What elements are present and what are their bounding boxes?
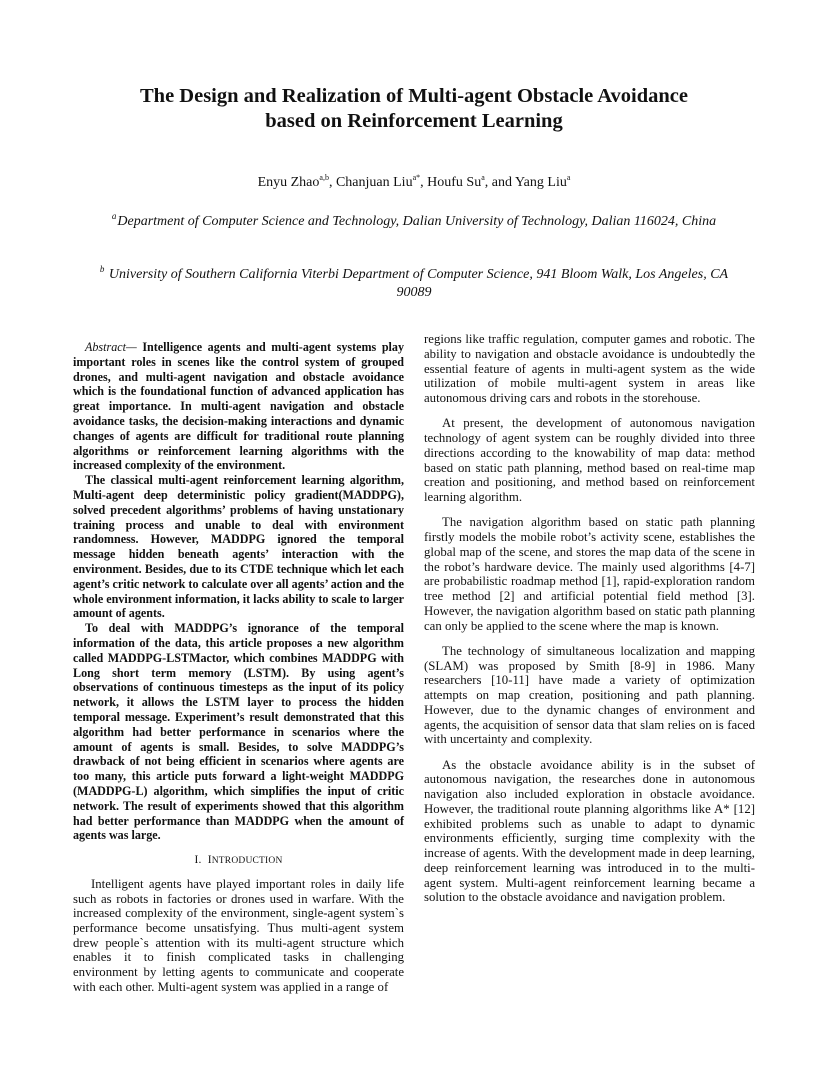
author-name: Yang Liu xyxy=(514,175,567,190)
abstract-paragraph-1 xyxy=(73,340,404,473)
abstract-text-1: Intelligence agents and multi-agent systems play important roles in scenes like the control system of grouped drones, and multi-agent navigation and obstacle avoidance which is the foundational function of advanced application has great importance. In multi-agent navigation and obstacle avoidance tasks, the decision-making interactions and dynamic changes of agents are difficult for traditional route planning algorithms or reinforcement learning algorithms with the increased complexity of the environment. xyxy=(73,340,404,473)
intro-body-left xyxy=(73,877,404,995)
body-paragraph: At present, the development of autonomous navigation technology of agent system can be roughly divided into three directions according to the knowability of map data: method based on static path planning, method based on real-time map creation and positioning, and method based on reinforcement learning algorithm. xyxy=(424,416,755,504)
right-column xyxy=(424,332,755,916)
affiliation-a xyxy=(90,213,738,231)
author-affiliation-mark: a,b xyxy=(319,173,329,182)
paper-title xyxy=(60,84,768,134)
author-affiliation-mark: a xyxy=(481,173,485,182)
section-number: I. xyxy=(194,854,202,867)
body-paragraph: regions like traffic regulation, computer games and robotic. The ability to navigation and obstacle avoidance is undoubtedly the essential feature of agents in multi-agent system as the wide utilization of mobile multi-agent system in areas like autonomous driving cars and robots in the storehouse. xyxy=(424,332,755,405)
author-affiliation-mark: a xyxy=(566,173,571,182)
author-separator: , and xyxy=(484,175,515,190)
author-affiliation-mark: a* xyxy=(412,173,421,182)
author-list xyxy=(60,174,768,192)
body-paragraph: As the obstacle avoidance ability is in the subset of autonomous navigation, the researches done in autonomous navigation also included exploration in obstacle avoidance. However, the traditional route planning algorithms like A* [12] exhibited problems such as unable to adapt to dynamic environments efficiently, surging time complexity with the increase of agents. With the development made in deep learning, deep reinforcement learning was introduced in to the multi-agent system. Multi-agent reinforcement learning became a solution to the obstacle avoidance and navigation problem. xyxy=(424,757,755,905)
affiliation-b xyxy=(90,266,738,301)
author-name: Enyu Zhao xyxy=(257,175,320,190)
body-paragraph: The technology of simultaneous localization and mapping (SLAM) was proposed by Smith [8-9] in 1986. Many researchers [10-11] have made a variety of optimization attempts on map creation, positioning and path planning. However, due to the dynamic changes of environment and agents, the acquisition of sensor data that slam relies on is faced with uncertainty and complexity. xyxy=(424,643,755,747)
left-column xyxy=(73,340,404,1005)
author-name: Houfu Su xyxy=(427,175,482,190)
title-line-2: based on Reinforcement Learning xyxy=(265,110,563,132)
title-line-1: The Design and Realization of Multi-agent Obstacle Avoidance xyxy=(140,85,688,107)
affiliation-a-mark: a xyxy=(111,211,117,221)
author-separator: , xyxy=(420,175,428,190)
section-title-rest: NTRODUCTION xyxy=(211,856,283,867)
abstract-paragraph-2: The classical multi-agent reinforcement learning algorithm, Multi-agent deep deterministic policy gradient(MADDPG), solved precedent algorithms’ problems of having unstationary training process and unable to deal with environment randomness. However, MADDPG ignored the temporal message hidden beneath agents’ interaction with the environment. Besides, due to its CTDE technique which let each agent’s critic network to calculate over all agents’ action and the whole environment information, it lacks ability to scale to larger amount of agents. xyxy=(73,473,404,621)
author-separator: , xyxy=(328,175,336,190)
affiliation-b-text: University of Southern California Viterbi Department of Computer Science, 941 Bloom Walk, Los Angeles, CA 90089 xyxy=(108,267,729,300)
abstract-label: Abstract— xyxy=(85,340,137,354)
abstract xyxy=(73,340,404,843)
body-paragraph: The navigation algorithm based on static path planning firstly models the mobile robot’s activity scene, establishes the global map of the scene, and stores the map data of the scene in the robot’s hardware device. The mainly used algorithms [4-7] are probabilistic roadmap method [1], rapid-exploration random tree method [2] and artificial potential field method [3]. However, the navigation algorithm based on static path planning can only be applied to the scene where the map is known. xyxy=(424,515,755,633)
section-heading-introduction xyxy=(73,853,404,869)
affiliation-b-mark: b xyxy=(99,264,105,274)
abstract-paragraph-3: To deal with MADDPG’s ignorance of the temporal information of the data, this article proposes a new algorithm called MADDPG-LSTMactor, which combines MADDPG with Long short term memory (LSTM). By using agent’s observations of continuous timesteps as the input of its policy network, it allows the LSTM layer to process the hidden temporal message. Experiment’s result demonstrated that this algorithm had better performance in scenarios where the amount of agents is small. Besides, to solve MADDPG’s drawback of not being efficient in scenarios where agents are too many, this article puts forward a light-weight MADDPG (MADDPG-L) algorithm, which simplifies the input of critic network. The result of experiments showed that this algorithm had better performance than MADDPG when the amount of agents was large. xyxy=(73,621,404,843)
body-paragraph: Intelligent agents have played important roles in daily life such as robots in factories or drones used in warfare. With the increased complexity of the environment, single-agent system`s performance become unsatisfying. Thus multi-agent system drew people`s attention with its multi-agent structure which enables it to finish complicated tasks in challenging environment by letting agents to communicate and cooperate with each other. Multi-agent system was applied in a range of xyxy=(73,876,404,994)
affiliation-a-text: Department of Computer Science and Technology, Dalian University of Technology, Dalian 116024, China xyxy=(117,214,717,229)
section-title-initial: I xyxy=(207,854,212,867)
author-name: Chanjuan Liu xyxy=(335,175,413,190)
